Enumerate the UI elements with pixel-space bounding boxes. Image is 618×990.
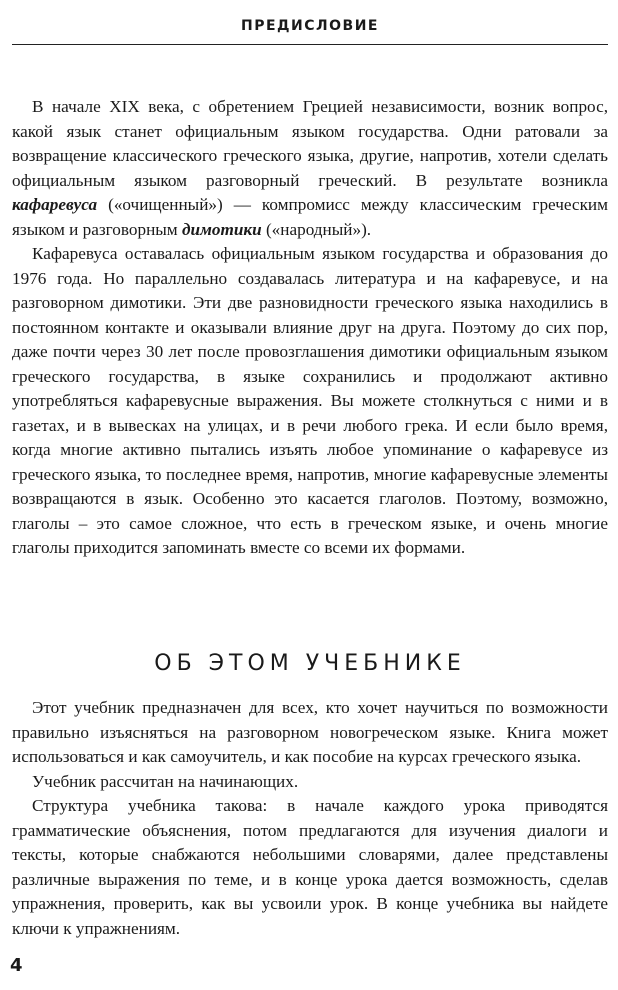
section-heading: ОБ ЭТОМ УЧЕБНИКЕ	[154, 651, 466, 676]
about-body	[12, 696, 608, 941]
about-paragraph-3: Структура учебника такова: в начале каждого урока приводятся грамматические объяснения, потом предлагаются для изучения диалоги и тексты, которые снабжаются небольшими словарями, далее представлены различные выражения по теме, и в конце урока дается возможность, сделав упражнения, проверить, как вы усвоили урок. В конце учебника вы найдете ключи к упражнениям.	[12, 796, 608, 938]
preface-body	[12, 95, 608, 561]
paragraph-text: В начале XIX века, с обретением Грецией независимости, возник вопрос, какой язык станет официальным языком государства. Одни ратовали за возвращение классического греческого языка, другие, напротив, хотели сделать официальным языком разговорный греческий. В результате возникла	[12, 97, 608, 190]
header-rule	[12, 44, 608, 45]
preface-paragraph-1	[12, 95, 608, 242]
page-number: 4	[10, 955, 23, 976]
term-katharevousa: кафаревуса	[12, 195, 98, 214]
term-dimotiki: димотики	[182, 219, 262, 239]
paragraph-text: («народный»).	[261, 219, 372, 239]
running-header: ПРЕДИСЛОВИЕ	[241, 18, 379, 34]
about-paragraph-1: Этот учебник предназначен для всех, кто хочет научиться по возможности правильно изъясняться на разговорном новогреческом языке. Книга может использоваться и как самоучитель, и как пособие на курсах греческого языка.	[12, 698, 608, 766]
preface-paragraph-2: Кафаревуса оставалась официальным языком государства и образования до 1976 года. Но параллельно создавалась литература и на кафаревусе, и на разговорном димотики. Эти две разновидности греческого языка находились в постоянном контакте и оказывали влияние друг на друга. Поэтому до сих пор, даже почти через 30 лет после провозглашения димотики официальным языком греческого государства, в языке сохранились и продолжают активно употребляться кафаревусные выражения. Вы можете столкнуться с ними и в газетах, и в вывесках на улицах, и в речи любого грека. И если было время, когда многие активно пытались изъять любое упоминание о кафаревусе из греческого языка, то последнее время, напротив, многие кафаревусные элементы возвращаются в язык. Особенно это касается глаголов. Поэтому, возможно, глаголы – это самое сложное, что есть в греческом языке, и очень многие глаголы приходится запоминать вместе со всеми их формами.	[12, 244, 608, 557]
paragraph-text: («очищенный») — компромисс между классическим греческим языком и разговорным	[12, 195, 608, 239]
about-paragraph-2: Учебник рассчитан на начинающих.	[32, 771, 299, 791]
